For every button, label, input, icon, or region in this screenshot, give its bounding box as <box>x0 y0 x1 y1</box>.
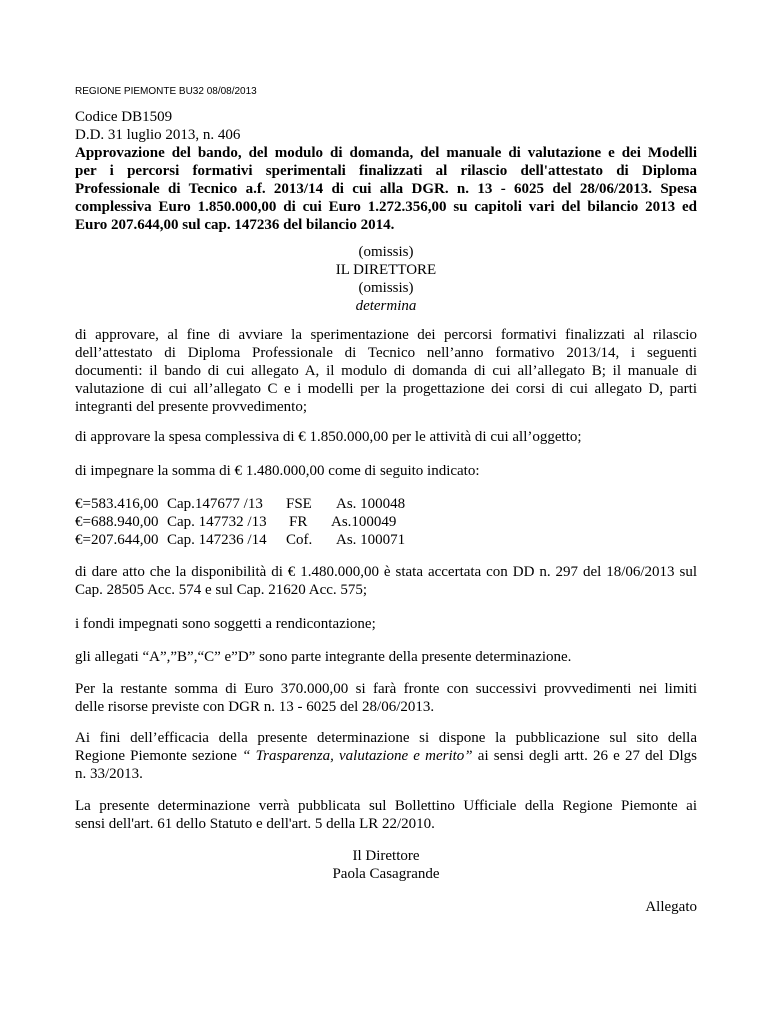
title-line: Approvazione del bando, del modulo di domanda, del manuale di valutazione e dei Modelli <box>75 145 697 161</box>
commitment-chapter: Cap. 147732 /13 <box>167 514 267 530</box>
bulletin-header: REGIONE PIEMONTE BU32 08/08/2013 <box>75 86 257 97</box>
title-line: complessiva Euro 1.850.000,00 di cui Euro 1.272.356,00 su capitoli vari del bilancio 2013 ed <box>75 199 697 215</box>
paragraph-line: documenti: il bando di cui allegato A, il modulo di domanda di cui all’allegato B; il manuale di <box>75 363 697 379</box>
paragraph-line: valutazione di cui all’allegato C e i modelli per la progettazione dei corsi di cui allegato D, parti <box>75 381 697 397</box>
commitment-amount: €=688.940,00 <box>75 514 159 530</box>
paragraph-approve-documents <box>75 326 697 416</box>
paragraph-line: Per la restante somma di Euro 370.000,00 si farà fronte con successivi provvedimenti nei limiti <box>75 681 697 697</box>
codice: Codice DB1509 <box>75 109 173 125</box>
director-heading: IL DIRETTORE <box>335 262 437 278</box>
paragraph-line: La presente determinazione verrà pubblicata sul Bollettino Ufficiale della Regione Piemonte ai <box>75 798 697 814</box>
paragraph-line: di dare atto che la disponibilità di € 1.480.000,00 è stata accertata con DD n. 297 del 18/06/2013 sul <box>75 564 697 580</box>
paragraph-line: di approvare, al fine di avviare la sperimentazione dei percorsi formativi finalizzati al rilascio <box>75 327 697 343</box>
commitment-assignment: As. 100048 <box>336 496 406 512</box>
title-line: Professionale di Tecnico a.f. 2013/14 di cui alla DGR. n. 13 - 6025 del 28/06/2013. Spesa <box>75 181 697 197</box>
paragraph-line: sensi dell'art. 61 dello Statuto e dell'art. 5 della LR 22/2010. <box>75 816 435 832</box>
paragraph-line: integranti del presente provvedimento; <box>75 399 308 415</box>
paragraph-availability <box>75 563 697 599</box>
signature-block <box>75 847 697 883</box>
determination-heading <box>75 243 697 315</box>
decree-number: D.D. 31 luglio 2013, n. 406 <box>75 127 241 143</box>
signature-role: Il Direttore <box>352 848 420 864</box>
paragraph-publication-bulletin <box>75 797 697 833</box>
commitment-row <box>75 514 675 532</box>
paragraph-annexes: gli allegati “A”,”B”,“C” e”D” sono parte integrante della presente determinazione. <box>75 649 572 665</box>
paragraph-line <box>75 747 697 765</box>
paragraph-line: dell’attestato di Diploma Professionale di Tecnico nell’anno formativo 2013/14, i seguenti <box>75 345 697 361</box>
paragraph-remaining-sum <box>75 680 697 716</box>
commitment-assignment: As.100049 <box>331 514 397 530</box>
commitment-chapter: Cap. 147236 /14 <box>167 532 267 548</box>
document-intro <box>75 108 697 234</box>
paragraph-line: Cap. 28505 Acc. 574 e sul Cap. 21620 Acc. 575; <box>75 582 368 598</box>
commitment-row <box>75 532 675 550</box>
commitment-amount: €=583.416,00 <box>75 496 159 512</box>
paragraph-commit-amount: di impegnare la somma di € 1.480.000,00 come di seguito indicato: <box>75 463 480 479</box>
paragraph-line: n. 33/2013. <box>75 766 143 782</box>
commitment-assignment: As. 100071 <box>336 532 406 548</box>
decree-title <box>75 144 697 234</box>
paragraph-approve-expense: di approvare la spesa complessiva di € 1.850.000,00 per le attività di cui all’oggetto; <box>75 429 582 445</box>
paragraph-line: delle risorse previste con DGR n. 13 - 6025 del 28/06/2013. <box>75 699 435 715</box>
signature-name: Paola Casagrande <box>332 866 440 882</box>
commitment-chapter: Cap.147677 /13 <box>167 496 263 512</box>
section-name: “ Trasparenza, valutazione e merito” <box>242 748 473 764</box>
omissis-text: (omissis) <box>358 280 414 296</box>
paragraph-publication-site <box>75 729 697 783</box>
commitment-amount: €=207.644,00 <box>75 532 159 548</box>
omissis-text: (omissis) <box>358 244 414 260</box>
commitment-fund: Cof. <box>286 532 313 548</box>
paragraph-text: Regione Piemonte sezione <box>75 748 243 764</box>
paragraph-text: ai sensi degli artt. 26 e 27 del Dlgs <box>472 748 697 764</box>
title-line: Euro 207.644,00 sul cap. 147236 del bilancio 2014. <box>75 217 395 233</box>
commitment-row <box>75 496 675 514</box>
commitment-fund: FSE <box>286 496 312 512</box>
paragraph-funds-reporting: i fondi impegnati sono soggetti a rendicontazione; <box>75 616 376 632</box>
commitment-fund: FR <box>289 514 308 530</box>
title-line: per i percorsi formativi sperimentali finalizzati al rilascio dell'attestato di Diploma <box>75 163 697 179</box>
paragraph-line: Ai fini dell’efficacia della presente determinazione si dispone la pubblicazione sul sito della <box>75 730 697 746</box>
allegato-label: Allegato <box>645 899 697 915</box>
determina-heading: determina <box>355 298 417 314</box>
